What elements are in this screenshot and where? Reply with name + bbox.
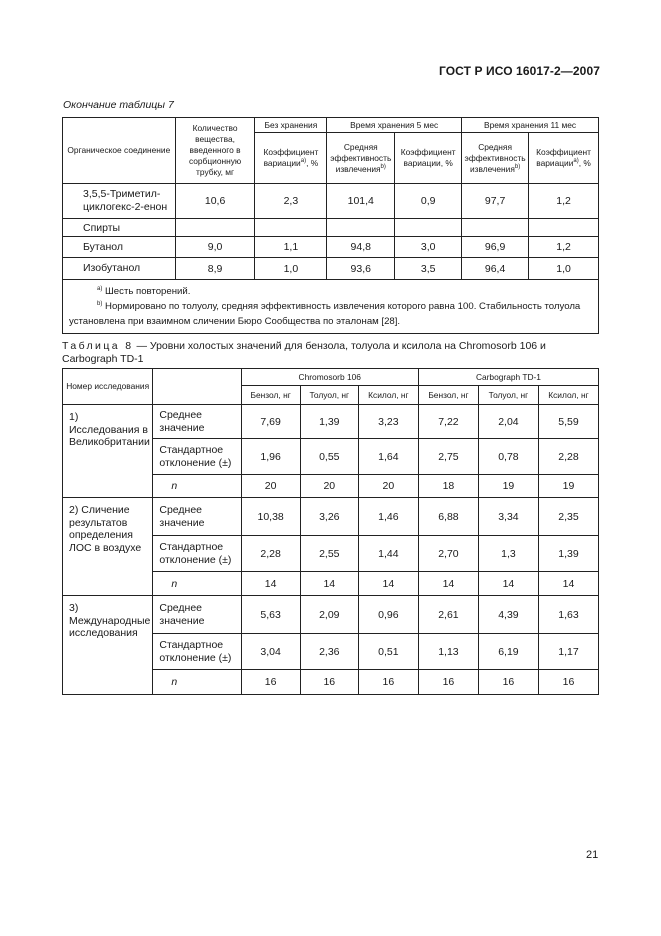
col-header-cv-5: Коэффициент вариации, % — [395, 133, 462, 184]
col-header-study-no: Номер исследования — [63, 369, 153, 405]
study-group-name: 3) Международные исследования — [63, 596, 153, 695]
table-row: Изобутанол 8,9 1,0 93,6 3,5 96,4 1,0 — [63, 258, 599, 280]
col-header-cv-a: Коэффициент вариации$^{a)}$, % — [255, 133, 327, 184]
footnote-a: $^{a)}$ Шесть повторений. — [97, 285, 191, 297]
stat-label: Стандартное отклонение (±) — [153, 439, 241, 475]
col-header-benzene: Бензол, нг — [241, 386, 300, 405]
col-header-avg-eff-5: Средняя эффективность извлечения$^{b)}$ — [327, 133, 395, 184]
col-header-toluene: Толуол, нг — [300, 386, 358, 405]
table-row: n 16 16 16 16 16 16 — [63, 670, 599, 695]
col-header-compound: Органическое соединение — [63, 118, 176, 184]
page-number: 21 — [586, 849, 599, 861]
section-alcohols: Спирты — [63, 219, 176, 237]
table-row: Бутанол 9,0 1,1 94,8 3,0 96,9 1,2 — [63, 237, 599, 258]
table-row: 3,5,5-Триметил-циклогекс-2-енон 10,6 2,3 101,4 0,9 97,7 1,2 — [63, 184, 599, 219]
table7-footnotes — [63, 280, 599, 334]
stat-label: Среднее значение — [153, 405, 241, 439]
table-row: Стандартное отклонение (±) 2,28 2,55 1,44 2,70 1,3 1,39 — [63, 536, 599, 572]
col-header-benzene: Бензол, нг — [418, 386, 478, 405]
footnotes-row — [63, 280, 599, 334]
stat-label: n — [153, 670, 241, 695]
table-row: 3) Международные исследования Среднее значение 5,63 2,09 0,96 2,61 4,39 1,63 — [63, 596, 599, 634]
col-header-avg-eff-11: Средняя эффективность извлечения$^{b)}$ — [462, 133, 529, 184]
table8-title: Таблица 8 — Уровни холостых значений для бензола, толуола и ксилола на Chromosorb 106 и Carbograph TD-1 — [62, 340, 546, 365]
stat-label: n — [153, 475, 241, 498]
table-row: 2) Сличение результатов определения ЛОС в воздухе Среднее значение 10,38 3,26 1,46 6,88 3,34 2,35 — [63, 498, 599, 536]
stat-label: Среднее значение — [153, 498, 241, 536]
col-header-amount: Количество вещества, введенного в сорбционную трубку, мг — [175, 118, 255, 184]
table-row: Стандартное отклонение (±) 3,04 2,36 0,51 1,13 6,19 1,17 — [63, 634, 599, 670]
col-header-carbograph: Carbograph TD-1 — [418, 369, 598, 386]
col-header-xylene: Ксилол, нг — [538, 386, 598, 405]
table-row: n 14 14 14 14 14 14 — [63, 572, 599, 596]
col-header-storage-11: Время хранения 11 мес — [462, 118, 599, 133]
col-header-xylene: Ксилол, нг — [358, 386, 418, 405]
col-header-toluene: Толуол, нг — [478, 386, 538, 405]
table-row: n 20 20 20 18 19 19 — [63, 475, 599, 498]
document-header: ГОСТ Р ИСО 16017-2—2007 — [438, 64, 600, 78]
table7-continuation-label: Окончание таблицы 7 — [63, 99, 174, 111]
footnote-b: $^{b)}$ Нормировано по толуолу, средняя эффективность извлечения которого равна 100. Стабильность толуола установлена при взаимном сличении Бюро Сообщества по эталонам [28]. — [69, 300, 581, 327]
stat-label: Стандартное отклонение (±) — [153, 634, 241, 670]
stat-label: n — [153, 572, 241, 596]
col-header-cv-11: Коэффициент вариации$^{a)}$, % — [529, 133, 599, 184]
col-header-stat — [153, 369, 241, 405]
stat-label: Среднее значение — [153, 596, 241, 634]
table-8 — [62, 368, 599, 695]
col-header-storage-5: Время хранения 5 мес — [327, 118, 462, 133]
col-header-no-storage: Без хранения — [255, 118, 327, 133]
col-header-chromosorb: Chromosorb 106 — [241, 369, 418, 386]
study-group-name: 1) Исследования в Великобритании — [63, 405, 153, 498]
stat-label: Стандартное отклонение (±) — [153, 536, 241, 572]
section-row — [63, 219, 599, 237]
table-row: 1) Исследования в Великобритании Среднее значение 7,69 1,39 3,23 7,22 2,04 5,59 — [63, 405, 599, 439]
table-7 — [62, 117, 599, 334]
study-group-name: 2) Сличение результатов определения ЛОС в воздухе — [63, 498, 153, 596]
table-row: Стандартное отклонение (±) 1,96 0,55 1,64 2,75 0,78 2,28 — [63, 439, 599, 475]
